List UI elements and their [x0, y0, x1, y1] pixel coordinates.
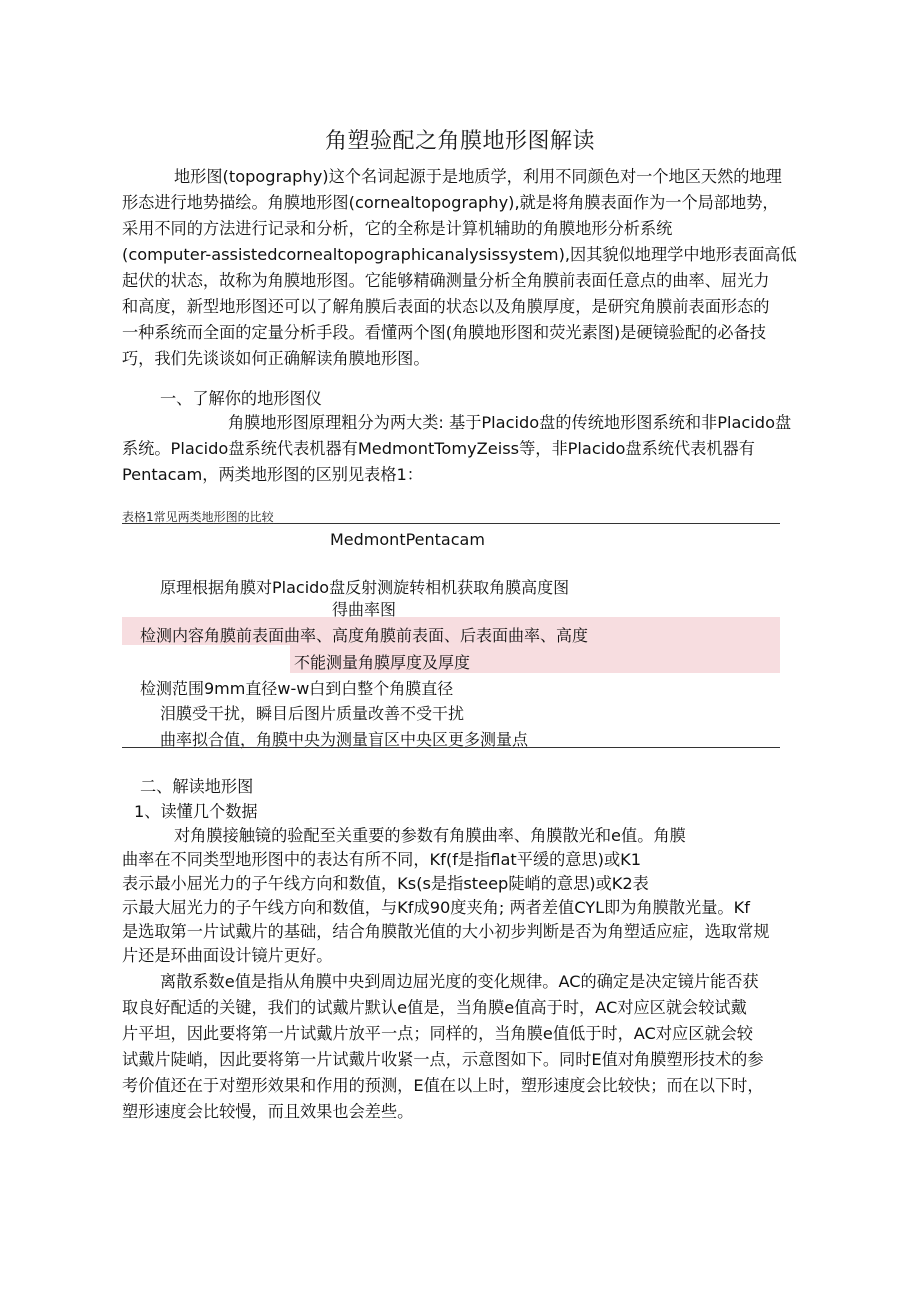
intro-line: 采用不同的方法进行记录和分析，它的全称是计算机辅助的角膜地形分析系统: [122, 219, 673, 238]
table-top-rule: [122, 523, 780, 524]
section2-line: 考价值还在于对塑形效果和作用的预测，E值在以上时，塑形速度会比较快；而在以下时，: [122, 1076, 764, 1095]
section1-line: Pentacam，两类地形图的区别见表格1：: [122, 465, 423, 484]
section2-line: 塑形速度会比较慢，而且效果也会差些。: [122, 1102, 414, 1121]
intro-line: 和高度，新型地形图还可以了解角膜后表面的状态以及角膜厚度，是研究角膜前表面形态的: [122, 297, 770, 316]
section2-line: 片平坦，因此要将第一片试戴片放平一点；同样的，当角膜e值低于时，AC对应区就会较: [122, 1024, 753, 1043]
section2-line: 取良好配适的关键，我们的试戴片默认e值是，当角膜e值高于时，AC对应区就会较试戴: [122, 998, 747, 1017]
intro-line: 形态进行地势描绘。角膜地形图(cornealtopography),就是将角膜表面作为一个局部地势，: [122, 193, 779, 212]
table-row: 检测内容角膜前表面曲率、高度角膜前表面、后表面曲率、高度: [140, 626, 589, 645]
section1-line: 角膜地形图原理粗分为两大类: 基于Placido盘的传统地形图系统和非Placido盘: [228, 413, 792, 432]
section1-heading: 一、了解你的地形图仪: [160, 389, 322, 408]
section2-line: 对角膜接触镜的验配至关重要的参数有角膜曲率、角膜散光和e值。角膜: [174, 826, 686, 845]
intro-line: 地形图(topography)这个名词起源于是地质学，利用不同颜色对一个地区天然的地理: [174, 167, 782, 186]
table-row: 原理根据角膜对Placido盘反射测旋转相机获取角膜高度图: [160, 578, 570, 597]
section2-line: 示最大屈光力的子午线方向和数值，与Kf成90度夹角; 两者差值CYL即为角膜散光量。Kf: [122, 898, 750, 917]
section2-heading: 二、解读地形图: [140, 777, 254, 796]
intro-line: 起伏的状态，故称为角膜地形图。它能够精确测量分析全角膜前表面任意点的曲率、屈光力: [122, 271, 770, 290]
table-row: 泪膜受干扰，瞬目后图片质量改善不受干扰: [160, 704, 465, 723]
table-row: 得曲率图: [332, 600, 397, 619]
section2-line: 离散系数e值是指从角膜中央到周边屈光度的变化规律。AC的确定是决定镜片能否获: [160, 972, 759, 991]
subsection-heading: 1、读懂几个数据: [134, 802, 258, 821]
table-header: MedmontPentacam: [330, 530, 485, 549]
section2-line: 片还是环曲面设计镜片更好。: [122, 946, 333, 965]
table-row: 检测范围9mm直径w-w白到白整个角膜直径: [140, 679, 454, 698]
table-bottom-rule: [122, 747, 780, 748]
intro-line: 一种系统而全面的定量分析手段。看懂两个图(角膜地形图和荧光素图)是硬镜验配的必备技: [122, 323, 766, 342]
table-caption: 表格1常见两类地形图的比较: [122, 510, 274, 524]
section2-line: 表示最小屈光力的子午线方向和数值，Ks(s是指steep陡峭的意思)或K2表: [122, 874, 649, 893]
section2-line: 是选取第一片试戴片的基础，结合角膜散光值的大小初步判断是否为角塑适应症，选取常规: [122, 922, 770, 941]
table-row: 不能测量角膜厚度及厚度: [294, 653, 471, 672]
section1-line: 系统。Placido盘系统代表机器有MedmontTomyZeiss等，非Placido盘系统代表机器有: [122, 439, 755, 458]
table-row: 曲率拟合值，角膜中央为测量盲区中央区更多测量点: [160, 730, 529, 749]
intro-line: (computer-assistedcornealtopographicanalysissystem),因其貌似地理学中地形表面高低: [122, 245, 797, 264]
document-title: 角塑验配之角膜地形图解读: [324, 129, 595, 154]
intro-line: 巧，我们先谈谈如何正确解读角膜地形图。: [122, 349, 430, 368]
section2-line: 曲率在不同类型地形图中的表达有所不同，Kf(f是指flat平缓的意思)或K1: [122, 850, 642, 869]
section2-line: 试戴片陡峭，因此要将第一片试戴片收紧一点，示意图如下。同时E值对角膜塑形技术的参: [122, 1050, 764, 1069]
